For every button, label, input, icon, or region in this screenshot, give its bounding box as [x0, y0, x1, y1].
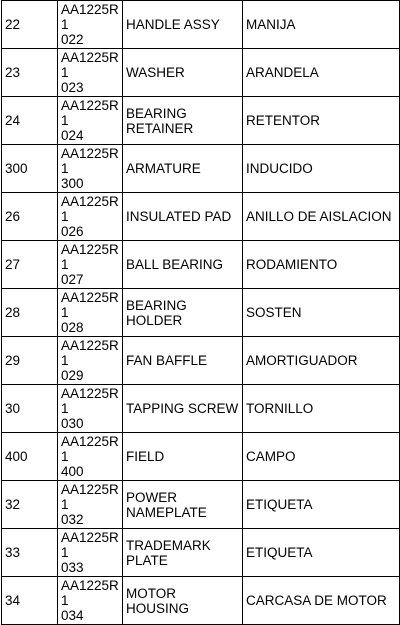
item-number-cell: 400	[2, 433, 58, 481]
table-row	[2, 145, 400, 193]
description-es-cell: SOSTEN	[243, 289, 400, 337]
part-code-cell	[58, 145, 123, 193]
parts-table	[1, 0, 400, 625]
description-en-cell: MOTOR HOUSING	[123, 577, 243, 625]
table-row	[2, 1, 400, 49]
item-number-cell: 32	[2, 481, 58, 529]
item-number-cell: 300	[2, 145, 58, 193]
table-row	[2, 577, 400, 625]
part-code-line2: 029	[61, 368, 84, 383]
part-code-line1: AA1225R1	[61, 98, 119, 128]
part-code-line2: 022	[61, 32, 84, 47]
part-code-cell	[58, 97, 123, 145]
description-es-cell: MANIJA	[243, 1, 400, 49]
item-number-cell: 29	[2, 337, 58, 385]
description-es-cell: ETIQUETA	[243, 481, 400, 529]
table-row	[2, 481, 400, 529]
description-en-cell: POWER NAMEPLATE	[123, 481, 243, 529]
part-code-line2: 030	[61, 416, 84, 431]
description-en-cell: BEARING HOLDER	[123, 289, 243, 337]
description-en-cell: TAPPING SCREW	[123, 385, 243, 433]
part-code-line1: AA1225R1	[61, 530, 119, 560]
part-code-cell	[58, 49, 123, 97]
item-number-cell: 24	[2, 97, 58, 145]
item-number-cell: 30	[2, 385, 58, 433]
part-code-cell	[58, 433, 123, 481]
description-en-cell: INSULATED PAD	[123, 193, 243, 241]
table-row	[2, 49, 400, 97]
part-code-line1: AA1225R1	[61, 242, 119, 272]
description-en-cell: FAN BAFFLE	[123, 337, 243, 385]
description-es-cell: ETIQUETA	[243, 529, 400, 577]
part-code-line2: 028	[61, 320, 84, 335]
description-en-cell: BEARING RETAINER	[123, 97, 243, 145]
item-number-cell: 33	[2, 529, 58, 577]
part-code-cell	[58, 1, 123, 49]
part-code-line2: 026	[61, 224, 84, 239]
description-es-cell: CAMPO	[243, 433, 400, 481]
part-code-line1: AA1225R1	[61, 434, 119, 464]
part-code-line1: AA1225R1	[61, 50, 119, 80]
part-code-cell	[58, 577, 123, 625]
description-en-cell: BALL BEARING	[123, 241, 243, 289]
description-es-cell: TORNILLO	[243, 385, 400, 433]
part-code-line2: 027	[61, 272, 84, 287]
part-code-line2: 400	[61, 464, 84, 479]
part-code-line2: 300	[61, 176, 84, 191]
part-code-cell	[58, 481, 123, 529]
part-code-line2: 033	[61, 560, 84, 575]
description-en-cell: ARMATURE	[123, 145, 243, 193]
part-code-line1: AA1225R1	[61, 146, 119, 176]
description-es-cell: ANILLO DE AISLACION	[243, 193, 400, 241]
table-row	[2, 241, 400, 289]
item-number-cell: 26	[2, 193, 58, 241]
description-en-cell: FIELD	[123, 433, 243, 481]
description-es-cell: AMORTIGUADOR	[243, 337, 400, 385]
part-code-line1: AA1225R1	[61, 194, 119, 224]
description-es-cell: RODAMIENTO	[243, 241, 400, 289]
part-code-cell	[58, 241, 123, 289]
table-row	[2, 97, 400, 145]
description-es-cell: CARCASA DE MOTOR	[243, 577, 400, 625]
item-number-cell: 28	[2, 289, 58, 337]
item-number-cell: 27	[2, 241, 58, 289]
item-number-cell: 34	[2, 577, 58, 625]
part-code-line2: 023	[61, 80, 84, 95]
part-code-line1: AA1225R1	[61, 290, 119, 320]
part-code-line1: AA1225R1	[61, 578, 119, 608]
part-code-cell	[58, 289, 123, 337]
part-code-line2: 034	[61, 608, 84, 623]
part-code-line1: AA1225R1	[61, 386, 119, 416]
part-code-cell	[58, 529, 123, 577]
description-en-cell: TRADEMARK PLATE	[123, 529, 243, 577]
part-code-line1: AA1225R1	[61, 482, 119, 512]
part-code-cell	[58, 193, 123, 241]
description-en-cell: WASHER	[123, 49, 243, 97]
description-es-cell: ARANDELA	[243, 49, 400, 97]
description-en-cell: HANDLE ASSY	[123, 1, 243, 49]
parts-table-body	[2, 1, 400, 625]
part-code-cell	[58, 337, 123, 385]
table-row	[2, 193, 400, 241]
description-es-cell: RETENTOR	[243, 97, 400, 145]
part-code-line2: 032	[61, 512, 84, 527]
table-row	[2, 289, 400, 337]
part-code-line1: AA1225R1	[61, 2, 119, 32]
part-code-line2: 024	[61, 128, 84, 143]
table-row	[2, 433, 400, 481]
item-number-cell: 23	[2, 49, 58, 97]
table-row	[2, 529, 400, 577]
description-es-cell: INDUCIDO	[243, 145, 400, 193]
part-code-line1: AA1225R1	[61, 338, 119, 368]
table-row	[2, 385, 400, 433]
item-number-cell: 22	[2, 1, 58, 49]
part-code-cell	[58, 385, 123, 433]
table-row	[2, 337, 400, 385]
